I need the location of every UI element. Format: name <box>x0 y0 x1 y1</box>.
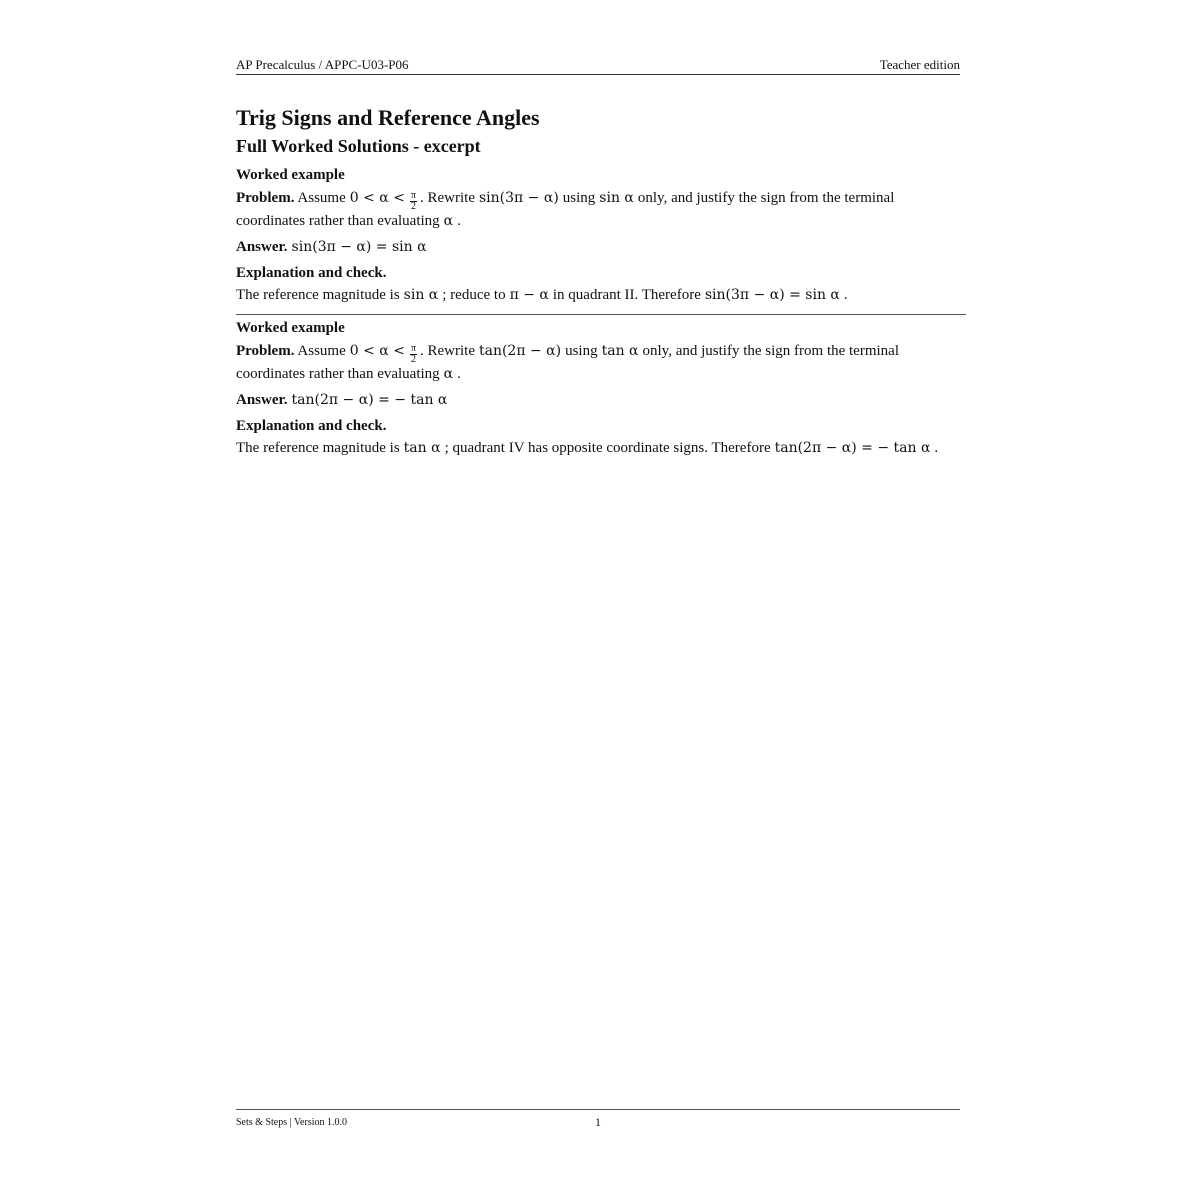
problem-text: . <box>457 366 461 382</box>
math-expression: tan α <box>403 440 441 456</box>
answer-label: Answer. <box>236 392 288 408</box>
worked-example-2 <box>236 319 966 457</box>
answer-label: Answer. <box>236 239 288 255</box>
fraction-pi-over-2 <box>410 191 417 212</box>
problem-text: . Rewrite <box>420 343 475 359</box>
answer-line <box>236 238 966 256</box>
math-expression: sin(3π − α) <box>478 190 559 206</box>
problem-statement <box>236 189 966 230</box>
explanation-text-part: in quadrant II. Therefore <box>552 287 701 303</box>
answer-math: sin(3π − α) = sin α <box>291 239 427 255</box>
example-heading: Worked example <box>236 320 345 336</box>
explanation-text-part: The reference magnitude is <box>236 287 400 303</box>
explanation-text-part: ; quadrant IV has opposite coordinate signs. Therefore <box>444 440 771 456</box>
worked-example-1 <box>236 166 966 304</box>
problem-text: only, and justify the sign from the terminal coordinates rather than evaluating <box>236 343 899 382</box>
fraction-pi-over-2 <box>410 344 417 365</box>
problem-label: Problem. <box>236 343 295 359</box>
math-inequality: 0 < α < <box>349 343 405 359</box>
fraction-numerator: π <box>410 190 416 201</box>
problem-text: using <box>562 190 596 206</box>
page-title: Trig Signs and Reference Angles <box>236 105 540 130</box>
explanation-text-part: . <box>843 287 848 303</box>
problem-text: Assume <box>297 343 346 359</box>
page-number: 1 <box>595 1115 601 1129</box>
math-expression: sin(3π − α) = sin α <box>704 287 840 303</box>
math-expression: tan(2π − α) <box>478 343 562 359</box>
explanation-text-part: ; reduce to <box>442 287 506 303</box>
footer-rule <box>236 1109 960 1110</box>
answer-line <box>236 391 966 409</box>
math-variable: α <box>443 366 454 382</box>
course-code: AP Precalculus / APPC-U03-P06 <box>236 57 409 72</box>
problem-text: using <box>565 343 598 359</box>
math-expression: tan α <box>601 343 639 359</box>
fraction-denominator: 2 <box>410 201 416 212</box>
section-divider <box>236 314 966 315</box>
math-variable: α <box>443 213 454 229</box>
math-expression: sin α <box>403 287 439 303</box>
explanation-text <box>236 439 966 457</box>
answer-math: tan(2π − α) = − tan α <box>291 392 448 408</box>
math-expression: sin α <box>599 190 634 206</box>
fraction-numerator: π <box>410 343 416 354</box>
problem-text: Assume <box>297 190 346 206</box>
explanation-heading: Explanation and check. <box>236 418 387 434</box>
fraction-denominator: 2 <box>410 354 416 365</box>
explanation-text <box>236 286 966 304</box>
problem-statement <box>236 342 966 383</box>
math-inequality: 0 < α < <box>349 190 405 206</box>
math-expression: π − α <box>509 287 549 303</box>
problem-label: Problem. <box>236 190 295 206</box>
page-subtitle: Full Worked Solutions - excerpt <box>236 136 481 156</box>
explanation-heading: Explanation and check. <box>236 265 387 281</box>
problem-text: . Rewrite <box>420 190 475 206</box>
problem-text: . <box>457 213 461 229</box>
example-heading: Worked example <box>236 167 345 183</box>
running-header <box>236 58 960 75</box>
footer-version: Sets & Steps | Version 1.0.0 <box>236 1117 347 1128</box>
page-content <box>236 104 966 457</box>
edition-label: Teacher edition <box>879 57 960 72</box>
problem-text: only, and justify the sign from the terminal coordinates rather than evaluating <box>236 190 895 229</box>
explanation-text-part: . <box>934 440 939 456</box>
explanation-text-part: The reference magnitude is <box>236 440 400 456</box>
math-expression: tan(2π − α) = − tan α <box>774 440 931 456</box>
